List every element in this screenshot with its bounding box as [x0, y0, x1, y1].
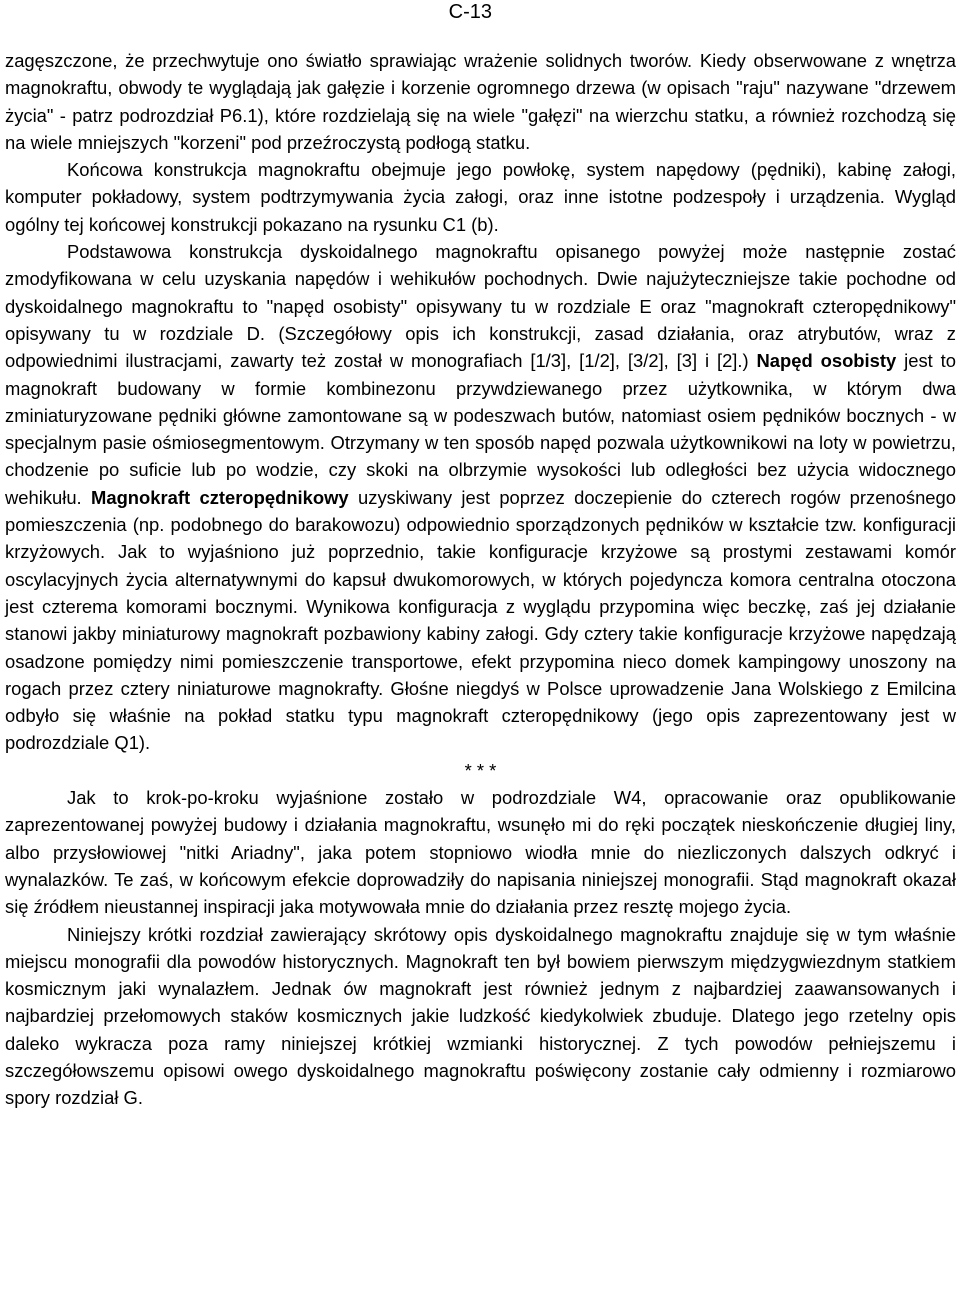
- page-number: C-13: [448, 1, 492, 23]
- four-propulsor-description: uzyskiwany jest poprzez doczepienie do czterech rogów przenośnego pomieszczenia (np. podobnego do barakowozu) odpowiednio sporządzonych pędników w kształcie tzw. konfiguracji krzyżowych. Jak to wyjaśniono już poprzednio, takie konfiguracje krzyżowe są prostymi zestawami komór oscylacyjnych życia alternatywnymi do kapsuł dwukomorowych, w których pojedyncza komora centralna otoczona jest czterema komorami bocznymi. Wynikowa konfiguracja z wyglądu przypomina więc beczkę, zaś jej działanie stanowi jakby miniaturowy magnokraft pozbawiony kabiny załogi. Gdy cztery takie konfiguracje krzyżowe napędzają osadzone pomiędzy nimi pomieszczenie transportowe, efekt przypomina nieco domek kampingowy unoszony na rogach przez cztery niniaturowe magnokrafty. Głośne niegdyś w Polsce uprowadzenie Jana Wolskiego z Emilcina odbyło się właśnie na pokład statku typu magnokraft czteropędnikowy (jego opis zaprezentowany jest w podrozdziale Q1).: [5, 486, 956, 754]
- paragraph-inspiration: Jak to krok-po-kroku wyjaśnione zostało w podrozdziale W4, opracowanie oraz opublikowanie zaprezentowanej powyżej budowy i działania magnokraftu, wsunęło mi do ręki początek nieskończenie długiej liny, albo przysłowiowej "nitki Ariadny", jaka potem stopniowo wiodła mnie do niezliczonych dalszych odkryć i wynalazków. Te zaś, w końcowym efekcie doprowadziły do napisania niniejszej monografii. Stąd magnokraft okazał się źródłem nieustannej inspiracji jaka motywowała mnie do działania przez resztę mojego życia.: [5, 787, 956, 918]
- term-personal-propulsion: Napęd osobisty: [756, 350, 897, 372]
- personal-propulsion-description: jest to magnokraft budowany w formie kombinezonu przywdziewanego przez użytkownika, w którym dwa zminiaturyzowane pędniki główne zamontowane są w podeszwach butów, natomiast osiem pędników bocznych - w specjalnym pasie ośmiosegmentowym. Otrzymany w ten sposób napęd pozwala użytkownikowi na loty w powietrzu, chodzenie po suficie lub po wodzie, czy skoki na olbrzymie wysokości lub odległości bez użycia widocznego wehikułu.: [5, 350, 956, 508]
- paragraph-derived-vehicles: [5, 238, 956, 757]
- term-four-propulsor-magnocraft: Magnokraft czteropędnikowy: [91, 486, 349, 508]
- section-separator: * * *: [464, 759, 497, 781]
- paragraph-continuation: zagęszczone, że przechwytuje ono światło sprawiając wrażenie solidnych tworów. Kiedy obserwowane z wnętrza magnokraftu, obwody te wyglądają jak gałęzie i korzenie ogromnego drzewa (w opisach "raju" nazywane "drzewem życia" - patrz podrozdział P6.1), które rozdzielają się na wiele "gałęzi" na wierzchu statku, a również rozchodzą się na wiele mniejszych "korzeni" pod przeźroczystą podłogą statku.: [5, 50, 956, 153]
- document-body: [5, 47, 956, 1112]
- paragraph-historical-reason: Niniejszy krótki rozdział zawierający skrótowy opis dyskoidalnego magnokraftu znajduje się w tym właśnie miejscu monografii dla powodów historycznych. Magnokraft ten był bowiem pierwszym międzygwiezdnym statkiem kosmicznym jaki wynalazłem. Jednak ów magnokraft jest również jednym z najbardziej zaawansowanych i najbardziej przełomowych staków kosmicznych jakie ludzkość kiedykolwiek zbuduje. Dlatego jego rzetelny opis daleko wykracza poza ramy niniejszej krótkiej wzmianki historycznej. Z tych powodów pełniejszemu i szczegółowszemu opisowi owego dyskoidalnego magnokraftu poświęcony zostanie cały odmienny i rozmiarowo spory rozdział G.: [5, 923, 956, 1109]
- paragraph-final-construction: Końcowa konstrukcja magnokraftu obejmuje jego powłokę, system napędowy (pędniki), kabinę załogi, komputer pokładowy, system podtrzymywania życia załogi, oraz inne istotne podzespoły i urządzenia. Wygląd ogólny tej końcowej konstrukcji pokazano na rysunku C1 (b).: [5, 159, 956, 235]
- derived-vehicles-intro: Podstawowa konstrukcja dyskoidalnego magnokraftu opisanego powyżej może następnie zostać zmodyfikowana w celu uzyskania napędów i wehikułów pochodnych. Dwie najużyteczniejsze takie pochodne od dyskoidalnego magnokraftu to "napęd osobisty" opisywany tu w rozdziale E oraz "magnokraft czteropędnikowy" opisywany tu w rozdziale D. (Szczegółowy opis ich konstrukcji, zasad działania, oraz atrybutów, wraz z odpowiednimi ilustracjami, zawarty też został w monografiach [1/3], [1/2], [3/2], [3] i [2].): [5, 241, 956, 372]
